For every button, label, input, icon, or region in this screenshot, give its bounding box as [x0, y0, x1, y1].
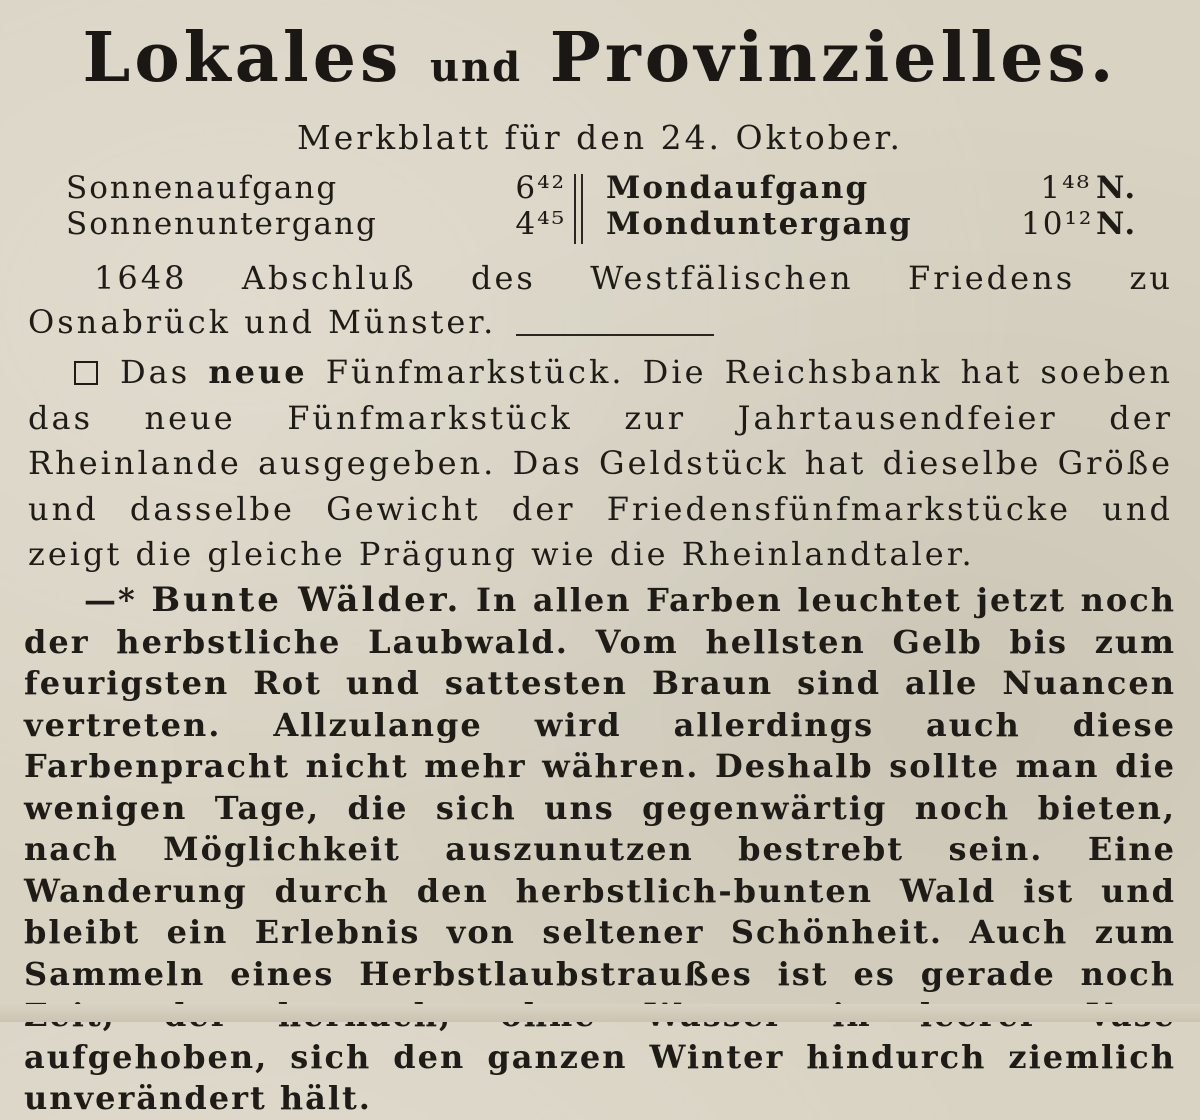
history-note: 1648 Abschluß des Westfälischen Friedens zu Osnabrück und Münster.	[28, 259, 1173, 341]
moonset-time: 10¹²	[1021, 206, 1094, 242]
para2-body: In allen Farben leuchtet jetzt noch der herbstliche Laubwald. Vom hellsten Gelb bis zum feurigsten Rot und sattesten Braun sind alle Nuancen vertreten. Allzulange wird allerdings auch diese Farbenpracht nicht mehr währen. Deshalb sollte man die wenigen Tage, die sich uns gegenwärtig noch bieten, nach Möglichkeit auszunutzen bestrebt sein. Eine Wanderung durch den herbstlich-bunten Wald ist und bleibt ein Erlebnis von seltener Schönheit. Auch zum Sammeln eines Herbstlaubstraußes ist es gerade noch aufgehoben, sich den ganzen Winter hindurch ziemlich unverändert hält.	[24, 581, 1177, 1117]
headline-word-und: und	[429, 44, 523, 91]
almanac-table	[66, 168, 1146, 248]
para1-intro-bold: neue	[208, 353, 308, 391]
section-headline	[0, 18, 1200, 108]
section-divider	[516, 334, 714, 336]
sunset-time: 4⁴⁵	[515, 206, 566, 242]
moonrise-time: 1⁴⁸	[1040, 170, 1091, 206]
para1-intro: Das	[120, 353, 191, 391]
sunrise-time: 6⁴²	[515, 170, 566, 206]
page-edge	[0, 1004, 1200, 1022]
almanac-row	[66, 204, 1146, 244]
moonrise-label: Mondaufgang	[606, 170, 870, 206]
moonrise-abbr: N.	[1096, 170, 1138, 206]
para1-body: Fünfmarkstück. Die Reichsbank hat soeben das neue Fünfmarkstück zur Jahrtausendfeier der Rheinlande ausgegeben. Das Geldstück hat dieselbe Größe und dasselbe Gewicht der Friedensfünfmarkstücke und zeigt die gleiche Prägung wie die Rheinlandtaler.	[28, 353, 1173, 573]
moonset-label: Monduntergang	[606, 206, 913, 242]
moonset-abbr: N.	[1096, 206, 1138, 242]
sunrise-label: Sonnenaufgang	[66, 170, 339, 206]
article-bunte-waelder	[24, 580, 1176, 1120]
para2-heading: Bunte Wälder.	[151, 580, 462, 620]
square-marker-icon	[74, 361, 98, 385]
headline-word-lokales: Lokales	[82, 18, 403, 98]
para2-dash: —*	[84, 581, 137, 619]
almanac-row	[66, 168, 1146, 208]
almanac-title: Merkblatt für den 24. Oktober.	[296, 118, 904, 157]
article-fuenfmarkstueck	[28, 350, 1173, 578]
headline-word-provinzielles: Provinzielles.	[549, 18, 1118, 98]
sunset-label: Sonnenuntergang	[66, 206, 378, 242]
